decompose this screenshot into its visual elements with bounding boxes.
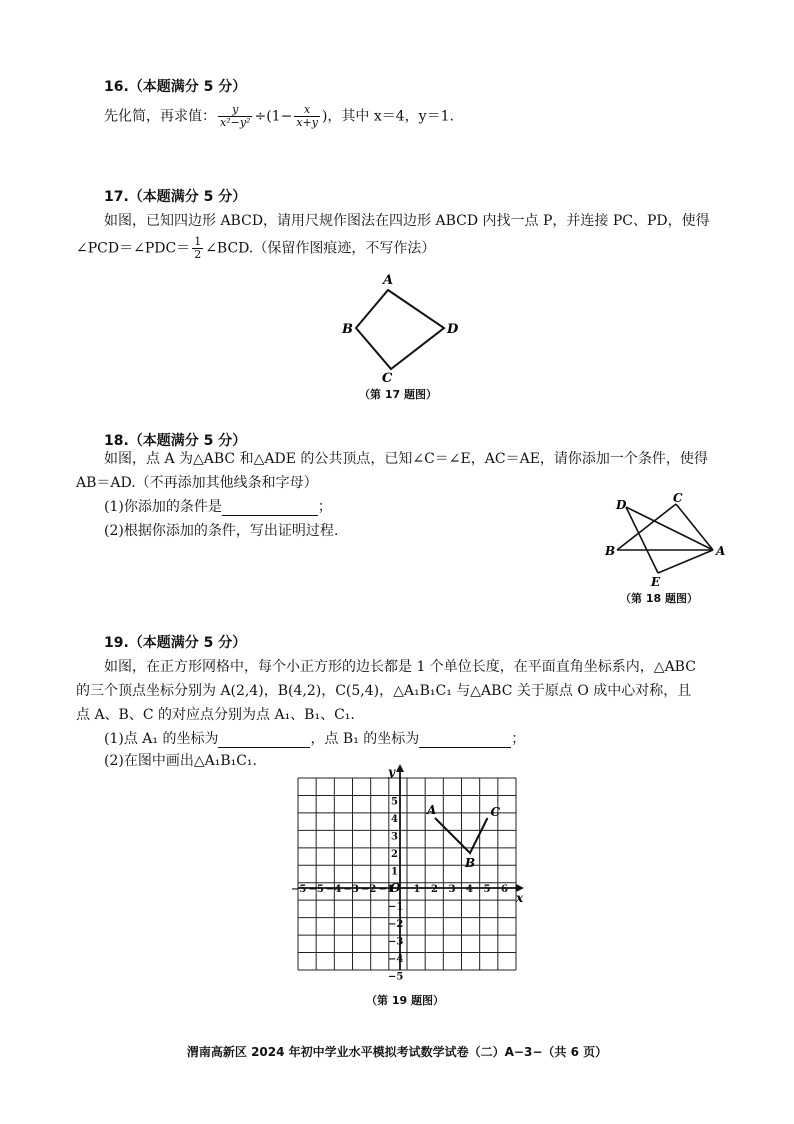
x-tick-label: 2 xyxy=(431,884,438,895)
q19-line-3: 点 A、B、C 的对应点分别为点 A₁、B₁、C₁. xyxy=(76,707,355,723)
q19-answer-blank-a1[interactable] xyxy=(218,733,310,748)
q19-heading: 19.（本题满分 5 分） xyxy=(104,635,247,651)
q19-line-1: 如图，在正方形网格中，每个小正方形的边长都是 1 个单位长度，在平面直角坐标系内，△ABC xyxy=(104,659,696,675)
q17-label-b: B xyxy=(342,322,353,337)
quadrilateral-abcd xyxy=(356,290,444,369)
x-tick-label: −1 xyxy=(378,884,394,895)
q17-line-1: 如图，已知四边形 ABCD，请用尺规作图法在四边形 ABCD 内找一点 P，并连接 PC、PD，使得 xyxy=(104,213,710,229)
y-tick-label: −5 xyxy=(388,971,404,983)
q16-middle: ÷(1− xyxy=(254,108,293,125)
y-tick-label: 4 xyxy=(391,814,398,825)
segment-da xyxy=(626,507,713,550)
q17-label-d: D xyxy=(447,322,459,337)
q19-line-2: 的三个顶点坐标分别为 A(2,4)，B(4,2)，C(5,4)，△A₁B₁C₁ 与△ABC 关于原点 O 成中心对称，且 xyxy=(76,683,692,699)
x-tick-label: −4 xyxy=(326,884,342,895)
y-axis-arrow xyxy=(396,764,404,772)
q18-part-2: (2)根据你添加的条件，写出证明过程. xyxy=(104,523,339,539)
y-tick-label: −3 xyxy=(388,936,404,948)
q18-part-1-end: ； xyxy=(317,499,332,515)
point-c-label: C xyxy=(490,805,501,819)
origin-label: O xyxy=(390,881,401,895)
q17-caption: （第 17 题图） xyxy=(359,388,437,401)
q18-label-a: A xyxy=(716,544,726,558)
q17-heading: 17.（本题满分 5 分） xyxy=(104,189,247,205)
point-a-label: A xyxy=(427,803,437,817)
x-tick-label: 6 xyxy=(501,884,508,895)
q18-part-1-text: (1)你添加的条件是 xyxy=(104,499,222,515)
q19-part-1-text-a: (1)点 A₁ 的坐标为 xyxy=(104,731,219,747)
q16-fraction-2 xyxy=(294,104,320,129)
q16-fraction-2-denominator: x+y xyxy=(296,116,318,129)
q18-caption: （第 18 题图） xyxy=(620,592,698,605)
segment-ca xyxy=(676,504,713,550)
q17-line-2 xyxy=(76,236,435,261)
x-tick-label: −3 xyxy=(343,884,359,895)
x-tick-label: 5 xyxy=(483,884,491,895)
q17-line-2-start: ∠PCD＝∠PDC＝ xyxy=(76,240,191,257)
q17-label-a: A xyxy=(383,273,394,288)
q18-part-1 xyxy=(104,496,332,516)
x-tick-label: 1 xyxy=(413,884,421,895)
y-tick-label: 5 xyxy=(391,796,398,808)
y-tick-label: −4 xyxy=(388,954,404,965)
q17-half-fraction xyxy=(192,236,203,261)
q18-label-b: B xyxy=(605,544,616,558)
q19-part-1-text-b: ，点 B₁ 的坐标为 xyxy=(310,731,420,747)
q16-fraction-1 xyxy=(218,104,252,129)
y-tick-label: −1 xyxy=(388,901,404,913)
q18-figure xyxy=(600,490,740,594)
q19-answer-blank-b1[interactable] xyxy=(419,733,511,748)
q18-heading: 18.（本题满分 5 分） xyxy=(104,433,247,449)
q19-caption: （第 19 题图） xyxy=(366,994,444,1007)
q19-part-1 xyxy=(104,728,525,748)
x-tick-label: 3 xyxy=(448,884,456,895)
q17-label-c: C xyxy=(382,371,393,384)
y-tick-label: 2 xyxy=(391,849,398,860)
grid-lines xyxy=(298,778,516,970)
x-tick-label: 4 xyxy=(466,884,473,895)
y-tick-label: 3 xyxy=(391,831,398,843)
segment-ea xyxy=(658,550,713,573)
q16-heading: 16.（本题满分 5 分） xyxy=(104,79,247,95)
q19-part-1-end: ； xyxy=(511,731,526,747)
q19-coordinate-grid xyxy=(280,760,530,990)
y-tick-label: −2 xyxy=(388,919,404,930)
q16-fraction-2-numerator: x xyxy=(294,104,320,117)
page-footer: 渭南高新区 2024 年初中学业水平模拟考试数学试卷（二）A−3−（共 6 页） xyxy=(186,1045,608,1059)
q18-label-c: C xyxy=(673,491,683,505)
q16-fraction-1-numerator: y xyxy=(218,104,252,117)
q18-answer-blank[interactable] xyxy=(222,501,318,516)
q16-statement xyxy=(104,104,454,129)
q18-line-1: 如图，点 A 为△ABC 和△ADE 的公共顶点，已知∠C＝∠E，AC＝AE，请你添加一个条件，使得 xyxy=(104,451,708,467)
q18-line-2: AB＝AD.（不再添加其他线条和字母） xyxy=(76,475,318,491)
x-tick-label: −2 xyxy=(361,884,377,895)
q17-half-denominator: 2 xyxy=(194,248,202,261)
x-tick-label: −5 xyxy=(291,884,307,895)
y-axis-label: y xyxy=(388,765,395,779)
q19-part-2: (2)在图中画出△A₁B₁C₁. xyxy=(104,753,257,769)
x-tick-label: −5 xyxy=(308,884,324,895)
q16-fraction-1-denominator: x²−y² xyxy=(220,116,251,129)
x-axis-label: x xyxy=(516,891,524,905)
q18-label-d: D xyxy=(616,498,627,512)
q17-line-2-end: ∠BCD.（保留作图痕迹，不写作法） xyxy=(205,240,436,257)
q17-half-numerator: 1 xyxy=(194,235,202,248)
point-b-label: B xyxy=(465,856,476,870)
y-tick-label: 1 xyxy=(391,866,398,878)
q16-prefix: 先化简，再求值： xyxy=(104,108,216,125)
q17-figure xyxy=(330,268,470,384)
q18-label-e: E xyxy=(651,575,661,589)
q16-suffix: )，其中 x＝4，y＝1. xyxy=(321,108,454,125)
